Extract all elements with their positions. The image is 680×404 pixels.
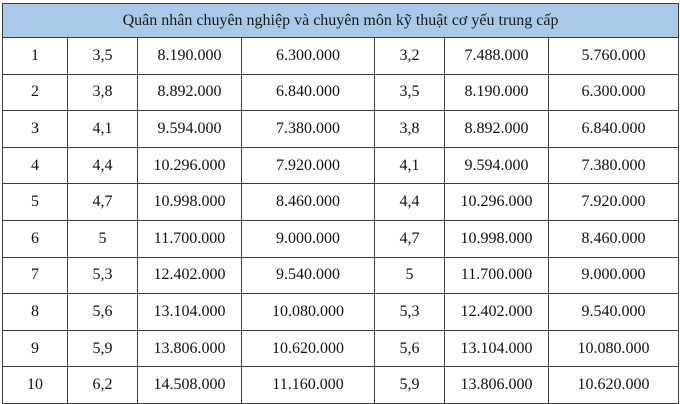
coefficient-b-cell: 5,6 <box>375 330 445 367</box>
coefficient-a-cell: 4,1 <box>68 111 138 148</box>
coefficient-b-cell: 4,7 <box>375 220 445 257</box>
salary-b1-cell: 13.806.000 <box>445 367 549 404</box>
salary-b1-cell: 12.402.000 <box>445 294 549 331</box>
grade-cell: 9 <box>3 330 68 367</box>
salary-b1-cell: 10.998.000 <box>445 220 549 257</box>
salary-a1-cell: 10.998.000 <box>138 184 242 221</box>
salary-b1-cell: 11.700.000 <box>445 257 549 294</box>
salary-b1-cell: 13.104.000 <box>445 330 549 367</box>
coefficient-b-cell: 5,3 <box>375 294 445 331</box>
salary-a1-cell: 12.402.000 <box>138 257 242 294</box>
salary-b1-cell: 8.892.000 <box>445 111 549 148</box>
coefficient-b-cell: 3,2 <box>375 38 445 75</box>
salary-b2-cell: 6.300.000 <box>549 74 679 111</box>
salary-b2-cell: 9.540.000 <box>549 294 679 331</box>
salary-a2-cell: 6.840.000 <box>242 74 375 111</box>
salary-b2-cell: 10.620.000 <box>549 367 679 404</box>
salary-b1-cell: 7.488.000 <box>445 38 549 75</box>
salary-b1-cell: 8.190.000 <box>445 74 549 111</box>
coefficient-a-cell: 6,2 <box>68 367 138 404</box>
grade-cell: 6 <box>3 220 68 257</box>
salary-a2-cell: 10.080.000 <box>242 294 375 331</box>
table-row <box>3 294 679 331</box>
table-row <box>3 220 679 257</box>
coefficient-a-cell: 4,7 <box>68 184 138 221</box>
table-row <box>3 257 679 294</box>
coefficient-b-cell: 5,9 <box>375 367 445 404</box>
salary-b1-cell: 10.296.000 <box>445 184 549 221</box>
table-row <box>3 111 679 148</box>
salary-a2-cell: 10.620.000 <box>242 330 375 367</box>
salary-a1-cell: 13.806.000 <box>138 330 242 367</box>
salary-table <box>2 3 679 404</box>
salary-b2-cell: 7.920.000 <box>549 184 679 221</box>
salary-a2-cell: 9.000.000 <box>242 220 375 257</box>
salary-b2-cell: 7.380.000 <box>549 147 679 184</box>
salary-a1-cell: 8.190.000 <box>138 38 242 75</box>
grade-cell: 4 <box>3 147 68 184</box>
grade-cell: 7 <box>3 257 68 294</box>
salary-a2-cell: 6.300.000 <box>242 38 375 75</box>
table-title: Quân nhân chuyên nghiệp và chuyên môn kỹ thuật cơ yếu trung cấp <box>3 4 679 38</box>
salary-a2-cell: 8.460.000 <box>242 184 375 221</box>
coefficient-a-cell: 4,4 <box>68 147 138 184</box>
coefficient-b-cell: 4,1 <box>375 147 445 184</box>
salary-a1-cell: 13.104.000 <box>138 294 242 331</box>
salary-a2-cell: 7.380.000 <box>242 111 375 148</box>
salary-a1-cell: 9.594.000 <box>138 111 242 148</box>
grade-cell: 2 <box>3 74 68 111</box>
salary-b2-cell: 5.760.000 <box>549 38 679 75</box>
salary-b2-cell: 6.840.000 <box>549 111 679 148</box>
coefficient-a-cell: 3,8 <box>68 74 138 111</box>
grade-cell: 1 <box>3 38 68 75</box>
table-row <box>3 74 679 111</box>
salary-b2-cell: 10.080.000 <box>549 330 679 367</box>
salary-a2-cell: 9.540.000 <box>242 257 375 294</box>
coefficient-a-cell: 3,5 <box>68 38 138 75</box>
table-body <box>3 38 679 404</box>
grade-cell: 8 <box>3 294 68 331</box>
coefficient-b-cell: 3,8 <box>375 111 445 148</box>
coefficient-a-cell: 5 <box>68 220 138 257</box>
table-row <box>3 38 679 75</box>
coefficient-b-cell: 4,4 <box>375 184 445 221</box>
coefficient-a-cell: 5,9 <box>68 330 138 367</box>
coefficient-b-cell: 5 <box>375 257 445 294</box>
table-row <box>3 184 679 221</box>
salary-a1-cell: 10.296.000 <box>138 147 242 184</box>
salary-b2-cell: 9.000.000 <box>549 257 679 294</box>
table-row <box>3 367 679 404</box>
salary-a2-cell: 11.160.000 <box>242 367 375 404</box>
grade-cell: 10 <box>3 367 68 404</box>
table-row <box>3 330 679 367</box>
salary-a2-cell: 7.920.000 <box>242 147 375 184</box>
salary-b2-cell: 8.460.000 <box>549 220 679 257</box>
salary-a1-cell: 14.508.000 <box>138 367 242 404</box>
coefficient-b-cell: 3,5 <box>375 74 445 111</box>
grade-cell: 3 <box>3 111 68 148</box>
table-row <box>3 147 679 184</box>
salary-a1-cell: 8.892.000 <box>138 74 242 111</box>
salary-a1-cell: 11.700.000 <box>138 220 242 257</box>
table-header-row <box>3 4 679 38</box>
salary-b1-cell: 9.594.000 <box>445 147 549 184</box>
coefficient-a-cell: 5,6 <box>68 294 138 331</box>
coefficient-a-cell: 5,3 <box>68 257 138 294</box>
grade-cell: 5 <box>3 184 68 221</box>
